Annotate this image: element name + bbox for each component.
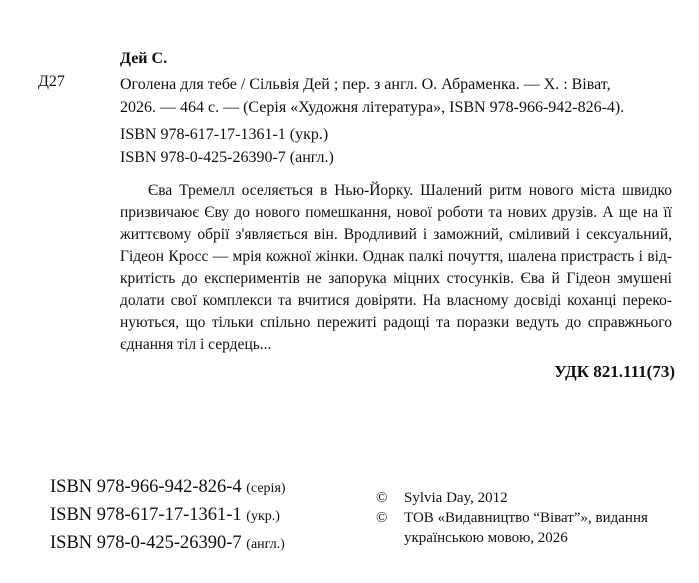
annotation-line: призвичаює Єву до нового помешкання, нової роботи та нових друзів. А ще на її bbox=[120, 204, 672, 221]
copyright-text: ТОВ «Видавництво “Віват”», видання bbox=[404, 510, 648, 526]
isbn-note: (серія) bbox=[246, 481, 286, 496]
classification-code: Д27 bbox=[38, 73, 65, 90]
bibliographic-description bbox=[120, 73, 680, 119]
copyright-row bbox=[376, 528, 648, 548]
description-line: Оголена для тебе / Сільвія Дей ; пер. з англ. О. Абраменка. — Х. : Віват, bbox=[120, 76, 611, 93]
annotation-paragraph bbox=[120, 180, 672, 356]
isbn-number: ISBN 978-0-425-26390-7 bbox=[50, 533, 242, 553]
isbn-line: ISBN 978-0-425-26390-7 (англ.) bbox=[120, 149, 334, 166]
copyright-text: українською мовою, 2026 bbox=[404, 530, 568, 546]
isbn-number: ISBN 978-617-17-1361-1 bbox=[50, 505, 242, 525]
isbn-row bbox=[50, 530, 286, 558]
author-name: Дей С. bbox=[120, 50, 168, 67]
annotation-line: життєвому обрії з'являється він. Вродливий і заможний, сміливий і сексуальний, bbox=[120, 226, 672, 243]
annotation-line: критість до експериментів не запорука міцних стосунків. Єва й Гідеон змушені bbox=[120, 270, 672, 287]
description-line: 2026. — 464 с. — (Серія «Художня література», ISBN 978-966-942-826-4). bbox=[120, 99, 625, 116]
isbn-note: (укр.) bbox=[246, 509, 280, 524]
annotation-line: Гідеон Кросс — мрія кожної жінки. Однак палкі почуття, шалена пристрасть і від- bbox=[120, 248, 672, 265]
annotation-line: нуються, що тільки спільно пережиті радощі та поразки ведуть до справжнього bbox=[120, 314, 672, 331]
copyright-icon: © bbox=[376, 490, 388, 506]
isbn-note: (англ.) bbox=[246, 537, 285, 552]
isbn-row bbox=[50, 502, 286, 530]
isbn-line: ISBN 978-617-17-1361-1 (укр.) bbox=[120, 126, 329, 143]
isbn-list-top bbox=[120, 123, 334, 169]
isbn-row bbox=[50, 474, 286, 502]
copyright-row bbox=[376, 508, 648, 528]
annotation-line: Єва Тремелл оселяється в Нью-Йорку. Шалений ритм нового міста швидко bbox=[148, 182, 672, 199]
annotation-line: долати свої комплекси та вчитися довіряти. На власному досвіді коханці переко- bbox=[120, 292, 672, 309]
copyright-text: Sylvia Day, 2012 bbox=[404, 490, 508, 506]
isbn-list-bottom bbox=[50, 474, 286, 558]
copyright-icon: © bbox=[376, 510, 388, 526]
udk-code: УДК 821.111(73) bbox=[554, 362, 675, 381]
copyright-row bbox=[376, 488, 648, 508]
isbn-number: ISBN 978-966-942-826-4 bbox=[50, 477, 242, 497]
copyright-block bbox=[376, 488, 648, 548]
annotation-line: єднання тіл і сердець... bbox=[120, 336, 272, 353]
